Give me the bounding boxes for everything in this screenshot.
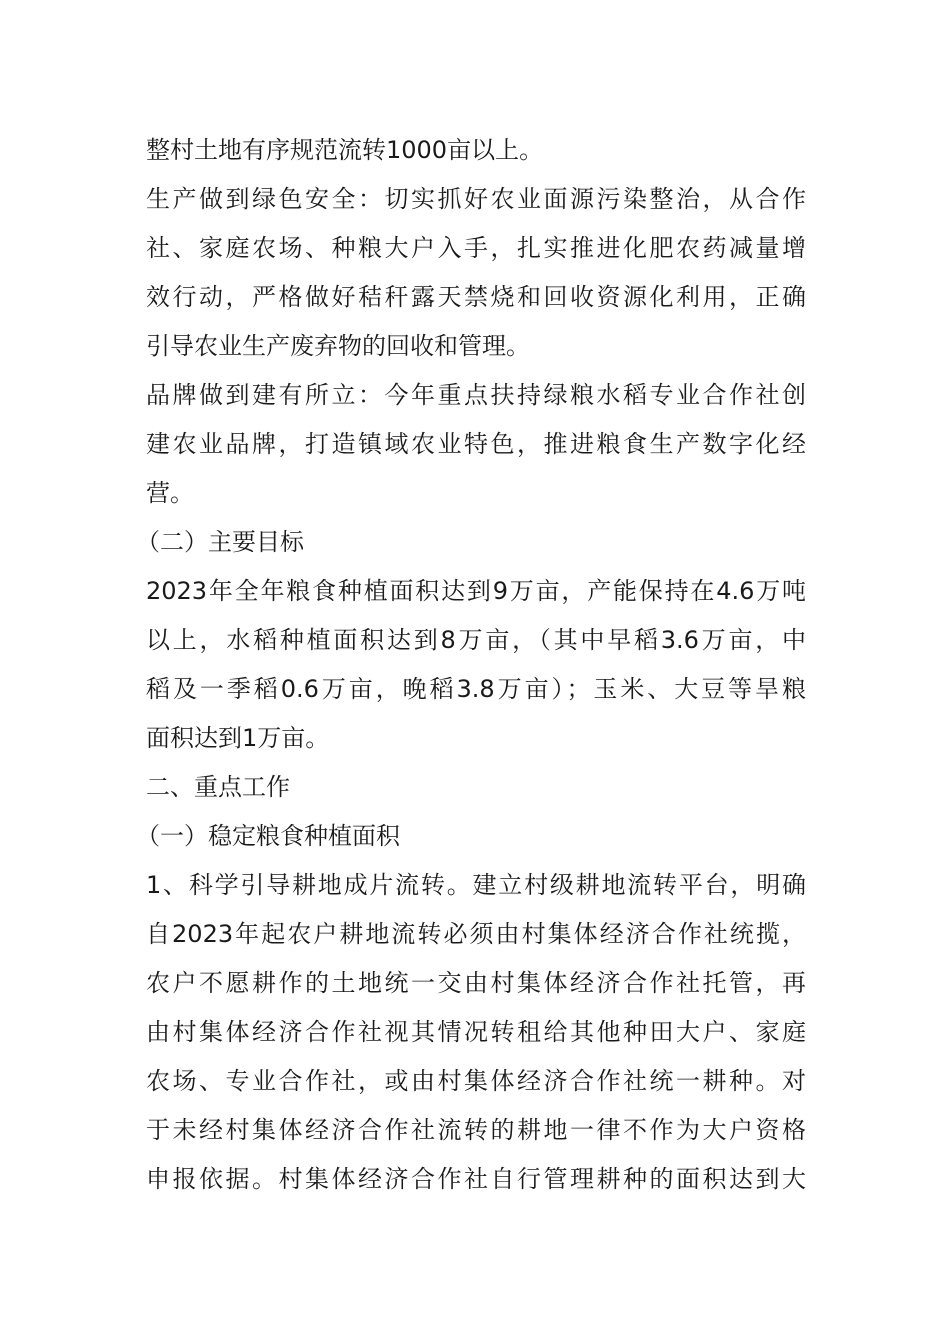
text-line: 生产做到绿色安全：切实抓好农业面源污染整治，从合作	[146, 185, 806, 213]
text-line: 由村集体经济合作社视其情况转租给其他种田大户、家庭	[146, 1018, 806, 1046]
section-heading: 二、重点工作	[146, 773, 290, 801]
text-line: 社、家庭农场、种粮大户入手，扎实推进化肥农药减量增	[146, 234, 806, 262]
text-line: 农场、专业合作社，或由村集体经济合作社统一耕种。对	[146, 1067, 806, 1095]
text-line: 2023年全年粮食种植面积达到9万亩，产能保持在4.6万吨	[146, 577, 806, 605]
text-line: 以上，水稻种植面积达到8万亩，（其中早稻3.6万亩，中	[146, 626, 806, 654]
section-heading: （一）稳定粮食种植面积	[136, 822, 400, 850]
text-line: 营。	[146, 479, 194, 507]
section-heading: （二）主要目标	[136, 528, 304, 556]
text-line: 品牌做到建有所立：今年重点扶持绿粮水稻专业合作社创	[146, 381, 806, 409]
text-line: 农户不愿耕作的土地统一交由村集体经济合作社托管，再	[146, 969, 806, 997]
text-line: 整村土地有序规范流转1000亩以上。	[146, 136, 544, 164]
text-line: 建农业品牌，打造镇域农业特色，推进粮食生产数字化经	[146, 430, 806, 458]
text-line: 自2023年起农户耕地流转必须由村集体经济合作社统揽，	[146, 920, 806, 948]
text-line: 效行动，严格做好秸秆露天禁烧和回收资源化利用，正确	[146, 283, 806, 311]
text-line: 引导农业生产废弃物的回收和管理。	[146, 332, 530, 360]
text-line: 面积达到1万亩。	[146, 724, 330, 752]
text-line: 于未经村集体经济合作社流转的耕地一律不作为大户资格	[146, 1116, 806, 1144]
text-line: 1、科学引导耕地成片流转。建立村级耕地流转平台，明确	[146, 871, 806, 899]
document-body	[136, 126, 806, 1204]
text-line: 稻及一季稻0.6万亩，晚稻3.8万亩）；玉米、大豆等旱粮	[146, 675, 806, 703]
text-line: 申报依据。村集体经济合作社自行管理耕种的面积达到大	[146, 1165, 806, 1193]
